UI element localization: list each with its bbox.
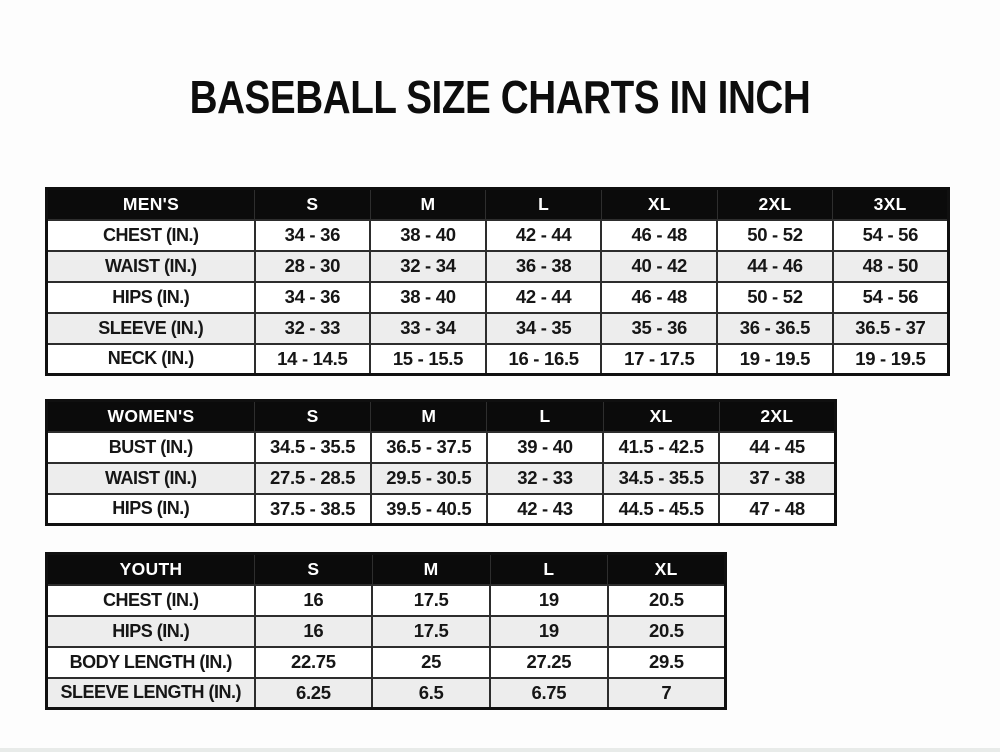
size-value: 16 <box>255 585 373 616</box>
size-value: 19 <box>490 585 608 616</box>
table-row <box>47 220 949 251</box>
table-row <box>47 678 726 709</box>
size-value: 46 - 48 <box>601 282 717 313</box>
size-value: 36 - 36.5 <box>717 313 833 344</box>
size-value: 37 - 38 <box>719 463 835 494</box>
row-label: CHEST (IN.) <box>47 220 255 251</box>
size-value: 47 - 48 <box>719 494 835 525</box>
size-value: 54 - 56 <box>833 282 949 313</box>
column-header: 2XL <box>717 189 833 220</box>
table-row <box>47 616 726 647</box>
size-value: 42 - 44 <box>486 282 602 313</box>
page-title: BASEBALL SIZE CHARTS IN INCH <box>189 71 811 123</box>
size-value: 16 <box>255 616 373 647</box>
row-label: BUST (IN.) <box>47 432 255 463</box>
size-value: 36.5 - 37.5 <box>371 432 487 463</box>
womens-size-table <box>45 399 837 526</box>
size-value: 54 - 56 <box>833 220 949 251</box>
table-row <box>47 344 949 375</box>
size-value: 22.75 <box>255 647 373 678</box>
size-value: 20.5 <box>608 616 726 647</box>
size-value: 37.5 - 38.5 <box>255 494 371 525</box>
row-label: WAIST (IN.) <box>47 251 255 282</box>
size-value: 32 - 33 <box>487 463 603 494</box>
size-value: 7 <box>608 678 726 709</box>
size-value: 19 - 19.5 <box>833 344 949 375</box>
size-value: 14 - 14.5 <box>255 344 371 375</box>
womens-size-table-container <box>45 399 837 526</box>
size-value: 48 - 50 <box>833 251 949 282</box>
size-value: 34.5 - 35.5 <box>603 463 719 494</box>
size-value: 17.5 <box>372 616 490 647</box>
column-header: M <box>372 554 490 585</box>
table-row <box>47 494 836 525</box>
size-value: 33 - 34 <box>370 313 486 344</box>
page-bottom-edge <box>0 748 1000 752</box>
size-value: 38 - 40 <box>370 220 486 251</box>
size-value: 38 - 40 <box>370 282 486 313</box>
size-value: 39 - 40 <box>487 432 603 463</box>
table-title-cell: YOUTH <box>47 554 255 585</box>
size-value: 16 - 16.5 <box>486 344 602 375</box>
row-label: WAIST (IN.) <box>47 463 255 494</box>
row-label: HIPS (IN.) <box>47 616 255 647</box>
size-value: 28 - 30 <box>255 251 371 282</box>
size-value: 6.25 <box>255 678 373 709</box>
size-value: 19 <box>490 616 608 647</box>
size-value: 42 - 44 <box>486 220 602 251</box>
size-value: 32 - 34 <box>370 251 486 282</box>
column-header: 3XL <box>833 189 949 220</box>
size-value: 50 - 52 <box>717 282 833 313</box>
column-header: L <box>486 189 602 220</box>
size-value: 6.75 <box>490 678 608 709</box>
column-header: S <box>255 189 371 220</box>
table-row <box>47 463 836 494</box>
size-value: 41.5 - 42.5 <box>603 432 719 463</box>
column-header: M <box>370 189 486 220</box>
size-value: 34 - 36 <box>255 282 371 313</box>
column-header: L <box>487 401 603 432</box>
size-value: 46 - 48 <box>601 220 717 251</box>
size-value: 36.5 - 37 <box>833 313 949 344</box>
size-value: 35 - 36 <box>601 313 717 344</box>
table-row <box>47 282 949 313</box>
table-title-cell: WOMEN'S <box>47 401 255 432</box>
row-label: SLEEVE LENGTH (IN.) <box>47 678 255 709</box>
header-row <box>47 189 949 220</box>
row-label: CHEST (IN.) <box>47 585 255 616</box>
column-header: S <box>255 401 371 432</box>
table-title-cell: MEN'S <box>47 189 255 220</box>
size-value: 27.5 - 28.5 <box>255 463 371 494</box>
column-header: 2XL <box>719 401 835 432</box>
size-value: 27.25 <box>490 647 608 678</box>
row-label: HIPS (IN.) <box>47 494 255 525</box>
size-value: 6.5 <box>372 678 490 709</box>
mens-size-table <box>45 187 950 376</box>
header-row <box>47 401 836 432</box>
size-value: 15 - 15.5 <box>370 344 486 375</box>
column-header: S <box>255 554 373 585</box>
size-value: 34 - 36 <box>255 220 371 251</box>
column-header: XL <box>601 189 717 220</box>
size-value: 44.5 - 45.5 <box>603 494 719 525</box>
row-label: HIPS (IN.) <box>47 282 255 313</box>
size-value: 19 - 19.5 <box>717 344 833 375</box>
size-value: 34 - 35 <box>486 313 602 344</box>
column-header: XL <box>603 401 719 432</box>
size-value: 17 - 17.5 <box>601 344 717 375</box>
size-value: 36 - 38 <box>486 251 602 282</box>
table-row <box>47 313 949 344</box>
table-row <box>47 432 836 463</box>
size-value: 39.5 - 40.5 <box>371 494 487 525</box>
column-header: L <box>490 554 608 585</box>
size-value: 29.5 <box>608 647 726 678</box>
size-value: 34.5 - 35.5 <box>255 432 371 463</box>
table-row <box>47 647 726 678</box>
row-label: SLEEVE (IN.) <box>47 313 255 344</box>
size-value: 25 <box>372 647 490 678</box>
size-value: 42 - 43 <box>487 494 603 525</box>
table-row <box>47 251 949 282</box>
header-row <box>47 554 726 585</box>
mens-size-table-container <box>45 187 950 376</box>
row-label: NECK (IN.) <box>47 344 255 375</box>
size-value: 44 - 46 <box>717 251 833 282</box>
size-value: 44 - 45 <box>719 432 835 463</box>
youth-size-table <box>45 552 727 710</box>
table-row <box>47 585 726 616</box>
size-value: 29.5 - 30.5 <box>371 463 487 494</box>
column-header: XL <box>608 554 726 585</box>
size-value: 50 - 52 <box>717 220 833 251</box>
column-header: M <box>371 401 487 432</box>
size-value: 32 - 33 <box>255 313 371 344</box>
size-value: 40 - 42 <box>601 251 717 282</box>
youth-size-table-container <box>45 552 727 710</box>
size-value: 20.5 <box>608 585 726 616</box>
row-label: BODY LENGTH (IN.) <box>47 647 255 678</box>
size-value: 17.5 <box>372 585 490 616</box>
